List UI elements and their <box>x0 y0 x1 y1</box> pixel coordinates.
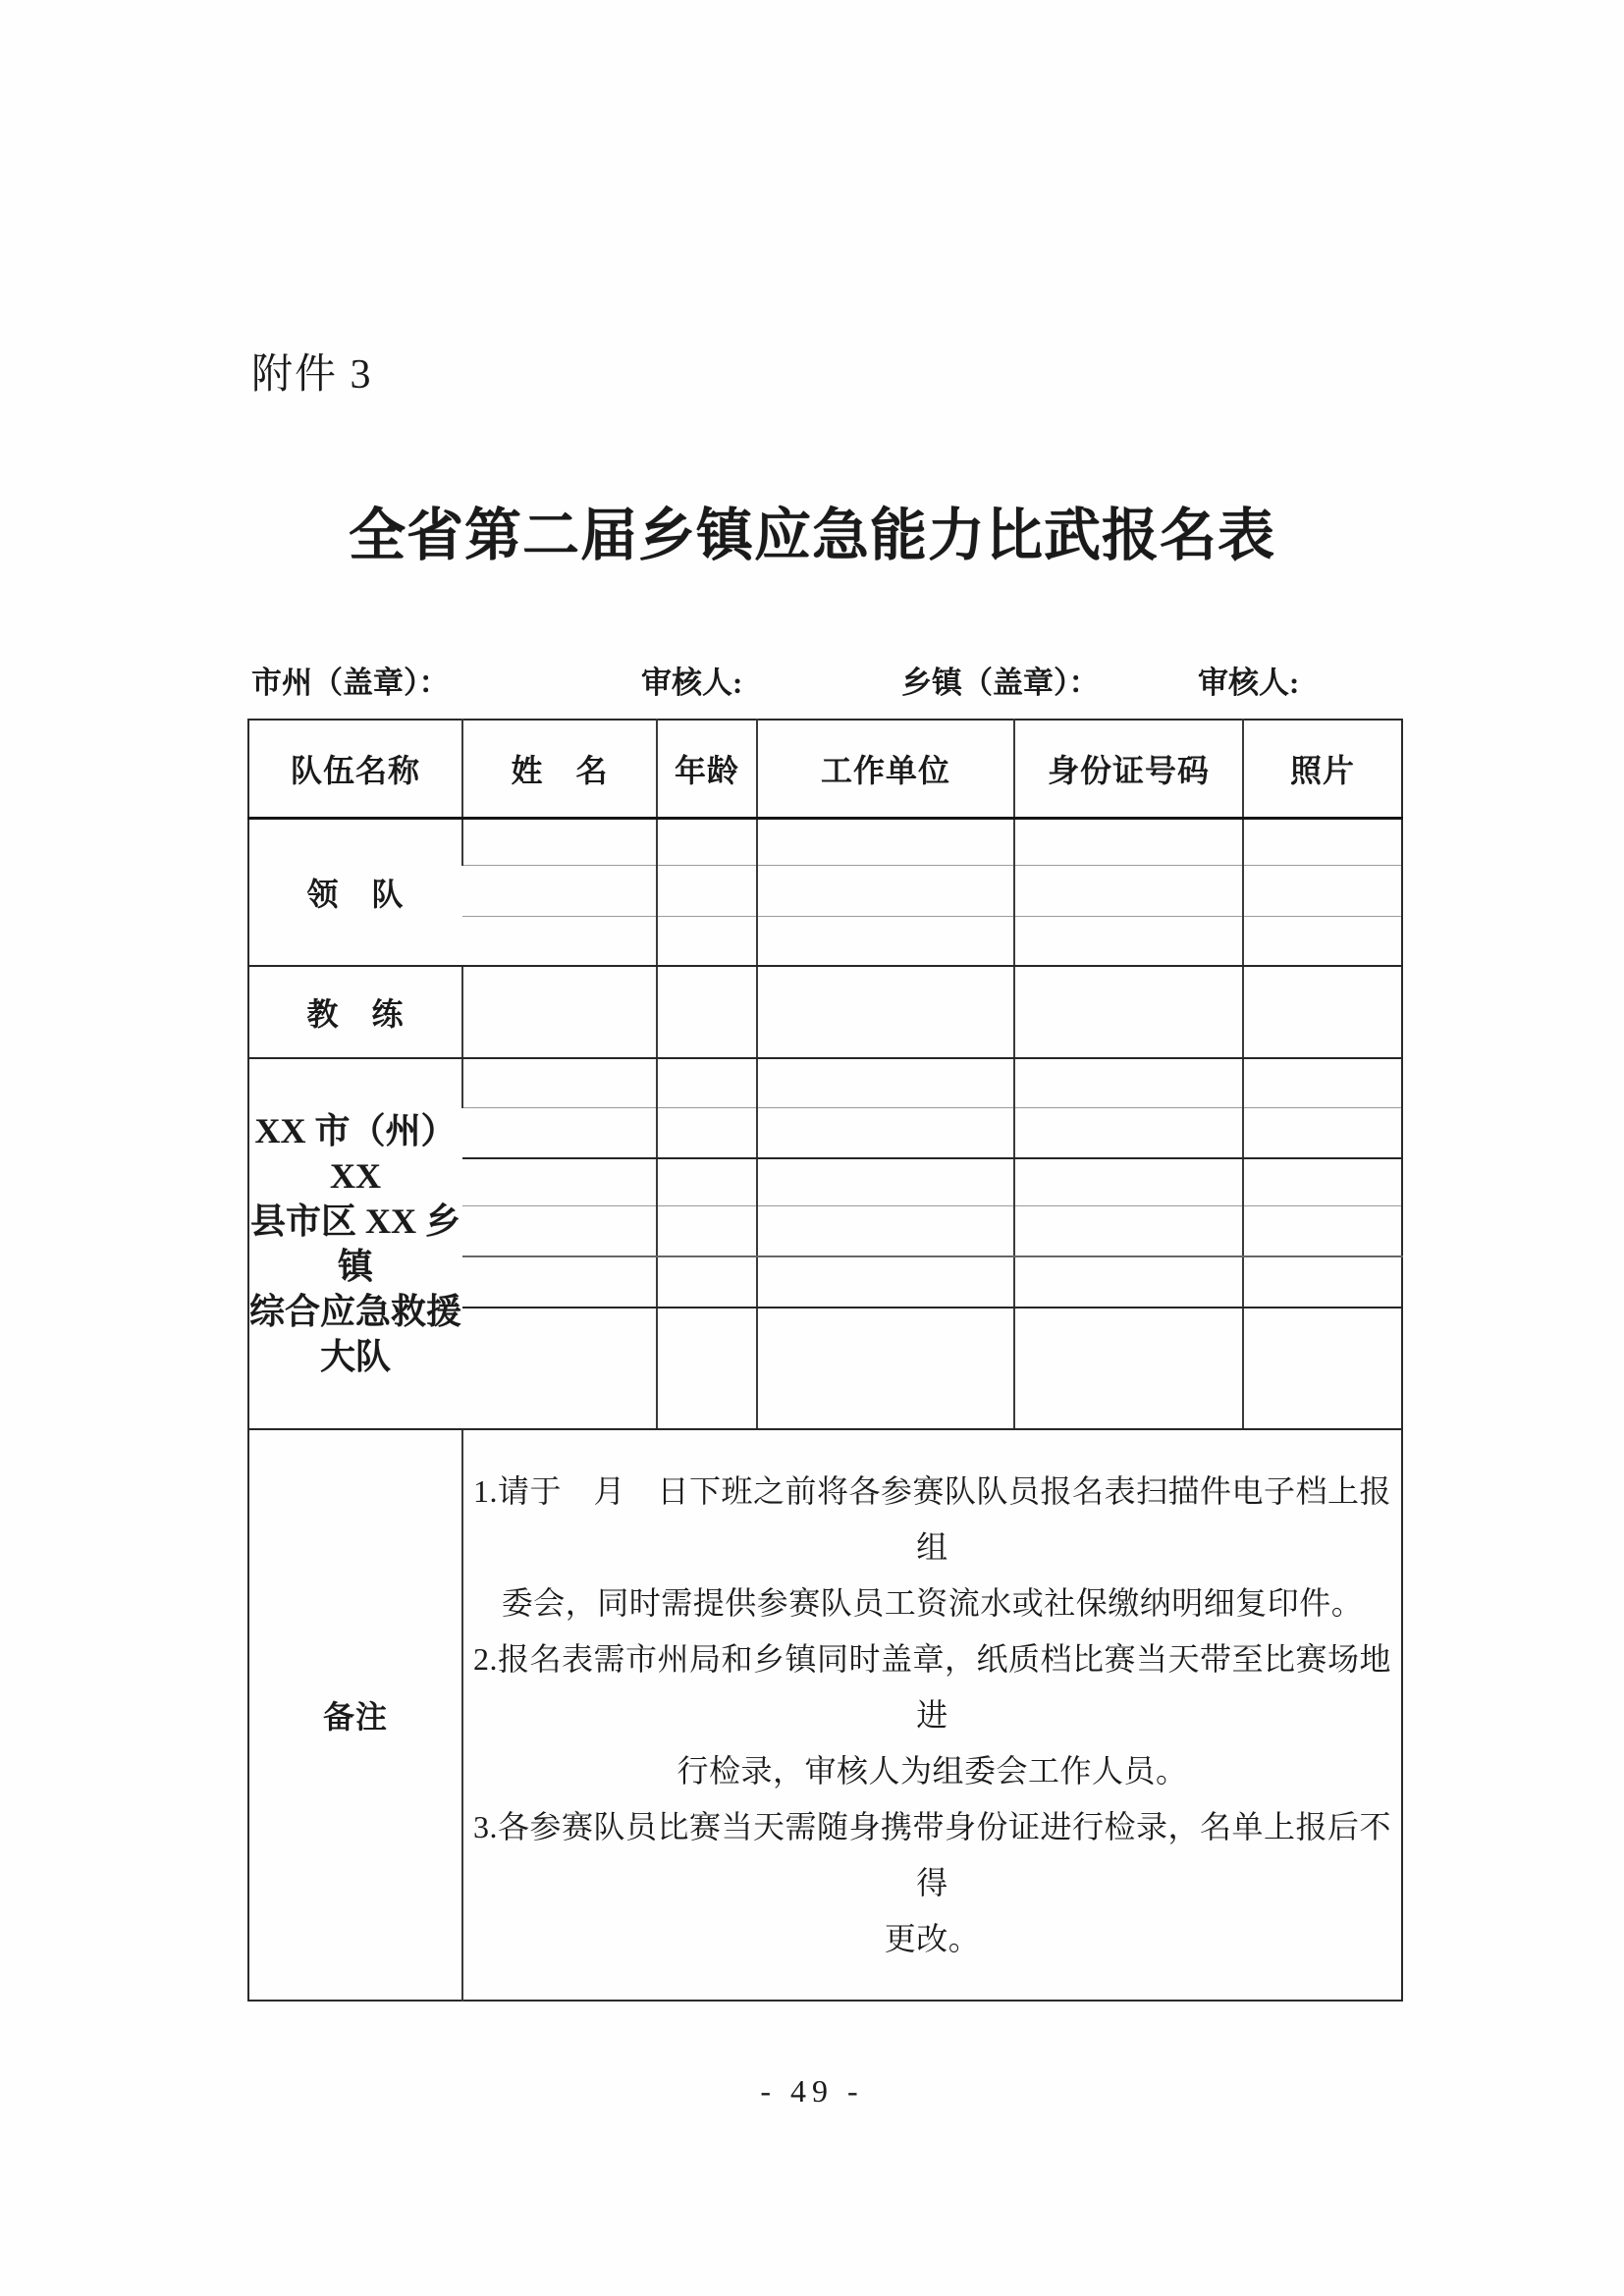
table-cell <box>1014 865 1243 916</box>
table-cell <box>1014 916 1243 966</box>
table-cell <box>757 865 1014 916</box>
table-cell <box>462 1158 657 1205</box>
table-cell <box>757 1058 1014 1107</box>
table-cell <box>757 1107 1014 1158</box>
column-header-id-number: 身份证号码 <box>1014 720 1243 818</box>
table-cell <box>657 1256 757 1308</box>
team-name-line: 大队 <box>319 1337 391 1376</box>
team-name-line: XX 市（州）XX <box>254 1111 457 1196</box>
table-cell <box>462 1256 657 1308</box>
table-cell <box>462 1205 657 1256</box>
table-cell <box>1243 1308 1402 1429</box>
table-cell <box>1014 1308 1243 1429</box>
table-cell <box>1014 818 1243 865</box>
table-row <box>248 818 1402 865</box>
table-cell <box>1014 1107 1243 1158</box>
table-cell <box>462 966 657 1058</box>
column-header-age: 年龄 <box>657 720 757 818</box>
table-cell <box>462 818 657 865</box>
table-cell <box>657 1205 757 1256</box>
table-cell <box>757 916 1014 966</box>
remark-line: 更改。 <box>884 1920 981 1956</box>
column-header-work-unit: 工作单位 <box>757 720 1014 818</box>
remark-row-label: 备注 <box>322 1699 388 1735</box>
table-header-row <box>248 720 1402 818</box>
team-name-line: 县市区 XX 乡镇 <box>250 1201 460 1286</box>
table-cell <box>757 1256 1014 1308</box>
table-cell <box>1014 1058 1243 1107</box>
table-cell <box>462 865 657 916</box>
table-cell <box>657 818 757 865</box>
table-cell <box>462 1107 657 1158</box>
city-stamp-label: 市州（盖章）： <box>251 666 450 700</box>
document-title: 全省第二届乡镇应急能力比武报名表 <box>348 504 1275 567</box>
table-cell <box>462 1058 657 1107</box>
table-cell <box>1243 966 1402 1058</box>
town-stamp-label: 乡镇（盖章）： <box>901 666 1100 700</box>
table-cell <box>657 865 757 916</box>
table-cell <box>1243 1058 1402 1107</box>
coach-row-label: 教 练 <box>248 966 462 1058</box>
attachment-label: 附件 3 <box>251 352 373 398</box>
table-cell <box>1243 1107 1402 1158</box>
table-cell <box>1014 1256 1243 1308</box>
table-cell <box>657 1158 757 1205</box>
table-cell <box>657 916 757 966</box>
table-cell <box>757 1205 1014 1256</box>
remark-row <box>248 1429 1402 2001</box>
table-cell <box>757 966 1014 1058</box>
table-cell <box>757 818 1014 865</box>
reviewer-label-2: 审核人: <box>1198 666 1300 700</box>
leader-row-label: 领 队 <box>248 818 462 966</box>
table-cell <box>757 1158 1014 1205</box>
table-cell <box>1014 1158 1243 1205</box>
table-cell <box>462 916 657 966</box>
table-cell <box>1014 1205 1243 1256</box>
table-row <box>248 1058 1402 1107</box>
table-cell <box>757 1308 1014 1429</box>
table-cell <box>1243 1158 1402 1205</box>
remark-line: 委会，同时需提供参赛队员工资流水或社保缴纳明细复印件。 <box>501 1584 1364 1621</box>
registration-table <box>247 719 1403 2002</box>
table-cell <box>1243 1256 1402 1308</box>
table-cell <box>1243 865 1402 916</box>
remark-line: 1.请于 月 日下班之前将各参赛队队员报名表扫描件电子档上报组 <box>472 1472 1391 1565</box>
remark-line: 3.各参赛队员比赛当天需随身携带身份证进行检录，名单上报后不得 <box>472 1808 1391 1900</box>
column-header-name: 姓 名 <box>462 720 657 818</box>
table-cell <box>657 966 757 1058</box>
table-cell <box>1014 966 1243 1058</box>
table-cell <box>1243 916 1402 966</box>
team-name-line: 综合应急救援 <box>249 1292 462 1331</box>
remark-line: 行检录，审核人为组委会工作人员。 <box>677 1752 1188 1789</box>
table-cell <box>657 1308 757 1429</box>
remark-line: 2.报名表需市州局和乡镇同时盖章，纸质档比赛当天带至比赛场地进 <box>472 1640 1391 1733</box>
column-header-photo: 照片 <box>1243 720 1402 818</box>
reviewer-label-1: 审核人: <box>641 666 743 700</box>
table-cell <box>462 1308 657 1429</box>
table-cell <box>1243 1205 1402 1256</box>
table-cell <box>657 1107 757 1158</box>
team-name-cell <box>248 1058 462 1429</box>
table-row <box>248 966 1402 1058</box>
table-cell <box>657 1058 757 1107</box>
page-number: - 49 - <box>760 2073 864 2109</box>
remark-text <box>462 1429 1402 2001</box>
column-header-team-name: 队伍名称 <box>248 720 462 818</box>
table-cell <box>1243 818 1402 865</box>
